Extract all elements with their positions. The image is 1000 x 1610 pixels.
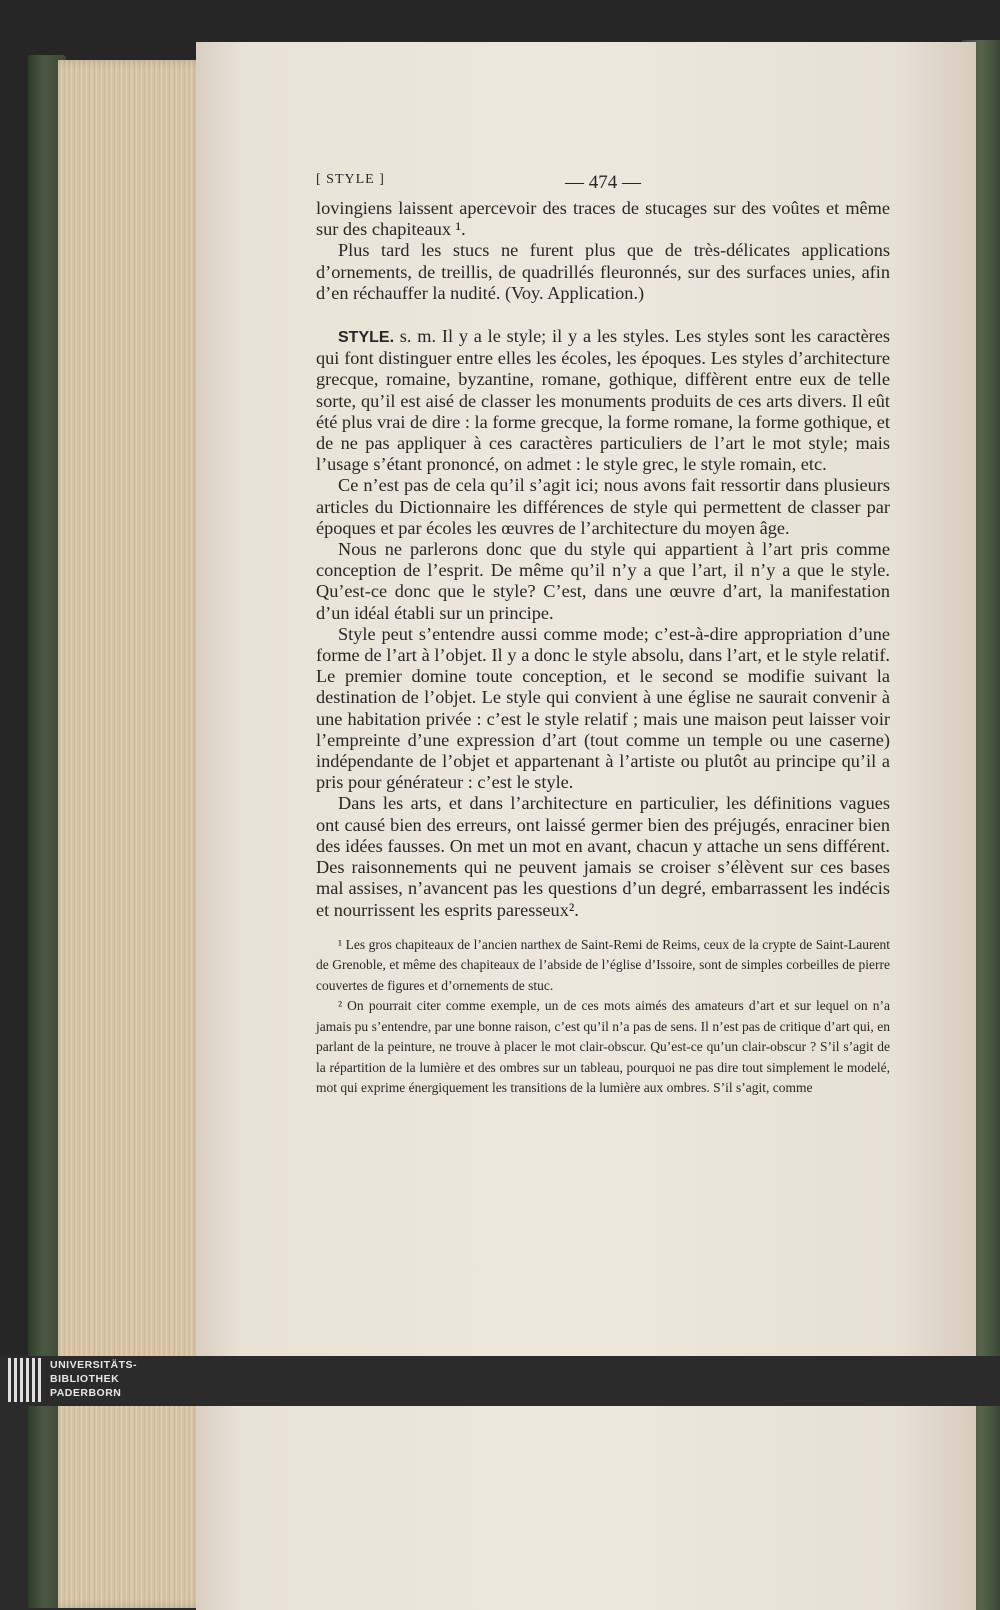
- entry-style: [316, 326, 890, 475]
- logo-line: PADERBORN: [50, 1387, 122, 1399]
- footnotes: [316, 935, 890, 1099]
- paragraph: Ce n’est pas de cela qu’il s’agit ici; nous avons fait ressortir dans plusieurs articles du Dictionnaire les différences de style qui permettent de classer par époques et par écoles les œuvres de l’architecture du moyen âge.: [316, 475, 890, 538]
- entry-headword: STYLE.: [338, 329, 395, 347]
- footnote: ¹ Les gros chapiteaux de l’ancien narthex de Saint-Remi de Reims, ceux de la crypte de Saint-Laurent de Grenoble, et même des chapiteaux de l’abside de l’église d’Issoire, sont de simples corbeilles de pierre couvertes de figures et d’ornements de stuc.: [316, 936, 890, 993]
- paragraph: Dans les arts, et dans l’architecture en particulier, les définitions vagues ont causé bien des erreurs, ont laissé germer bien des préjugés, enraciner bien des idées fausses. On met un mot en avant, chacun y attache un sens différent. Des raisonnements qui ne peuvent jamais se croiser s’élèvent sur ces bases mal assises, n’avancent pas les questions d’un degré, embarrassent les indécis et nourrissent les esprits paresseux².: [316, 793, 890, 920]
- section-label: [ STYLE ]: [316, 172, 385, 187]
- entry-body: s. m. Il y a le style; il y a les styles. Les styles sont les caractères qui font distinguer entre elles les écoles, les époques. Les styles d’architecture grecque, romaine, byzantine, romane, gothique, diffèrent entre eux de telle sorte, qu’il est aisé de classer les monuments produits de ces arts divers. Il eût été plus vrai de dire : la forme grecque, la forme romane, la forme gothique, et de ne pas appliquer à ces caractères particuliers de l’art le mot style; mais l’usage s’étant prononcé, on admet : le style grec, le style romain, etc.: [316, 326, 890, 475]
- page-number: — 474 —: [565, 172, 641, 193]
- page-text: [316, 172, 890, 1099]
- library-logo-icon: [8, 1358, 44, 1402]
- paragraph: Style peut s’entendre aussi comme mode; c’est-à-dire appropriation d’une forme de l’art à l’objet. Il y a donc le style absolu, dans l’art, et le style relatif. Le premier domine toute conception, et le second se modifie suivant la destination de l’objet. Le style qui convient à une église ne saurait convenir à une habitation privée : c’est le style relatif ; mais une maison peut laisser voir l’empreinte d’une expression d’art (tout comme un temple ou une caserne) indépendante de l’objet et appartenant à l’artiste ou plutôt au principe qu’il a pris pour générateur : c’est le style.: [316, 623, 890, 793]
- logo-line: BIBLIOTHEK: [50, 1373, 120, 1385]
- paragraph: lovingiens laissent apercevoir des traces de stucages sur des voûtes et même sur des chapiteaux ¹.: [316, 198, 890, 240]
- logo-line: UNIVERSITÄTS-: [50, 1359, 138, 1371]
- paragraph: Plus tard les stucs ne furent plus que de très-délicates applications d’ornements, de treillis, de quadrillés fleuronnés, sur des surfaces unies, afin d’en réchauffer la nudité. (Voy. Application.): [316, 240, 890, 303]
- library-logo-text: [50, 1358, 137, 1400]
- library-footer: [0, 1356, 1000, 1406]
- paragraph: Nous ne parlerons donc que du style qui appartient à l’art pris comme conception de l’esprit. De même qu’il n’y a que l’art, il n’y a que le style. Qu’est-ce donc que le style? C’est, dans une œuvre d’art, la manifestation d’un idéal établi sur un principe.: [316, 539, 890, 623]
- footnote: ² On pourrait citer comme exemple, un de ces mots aimés des amateurs d’art et sur lequel on n’a jamais pu s’entendre, par une bonne raison, c’est qu’il n’a pas de sens. Il n’est pas de critique d’art qui, en parlant de la peinture, ne trouve à placer le mot clair-obscur. Qu’est-ce qu’un clair-obscur ? S’il s’agit de la répartition de la lumière et des ombres sur un tableau, pourquoi ne pas dire tout simplement le modelé, mot qui exprime énergiquement les transitions de la lumière aux ombres. S’il s’agit, comme: [316, 998, 890, 1096]
- running-header: [316, 172, 890, 198]
